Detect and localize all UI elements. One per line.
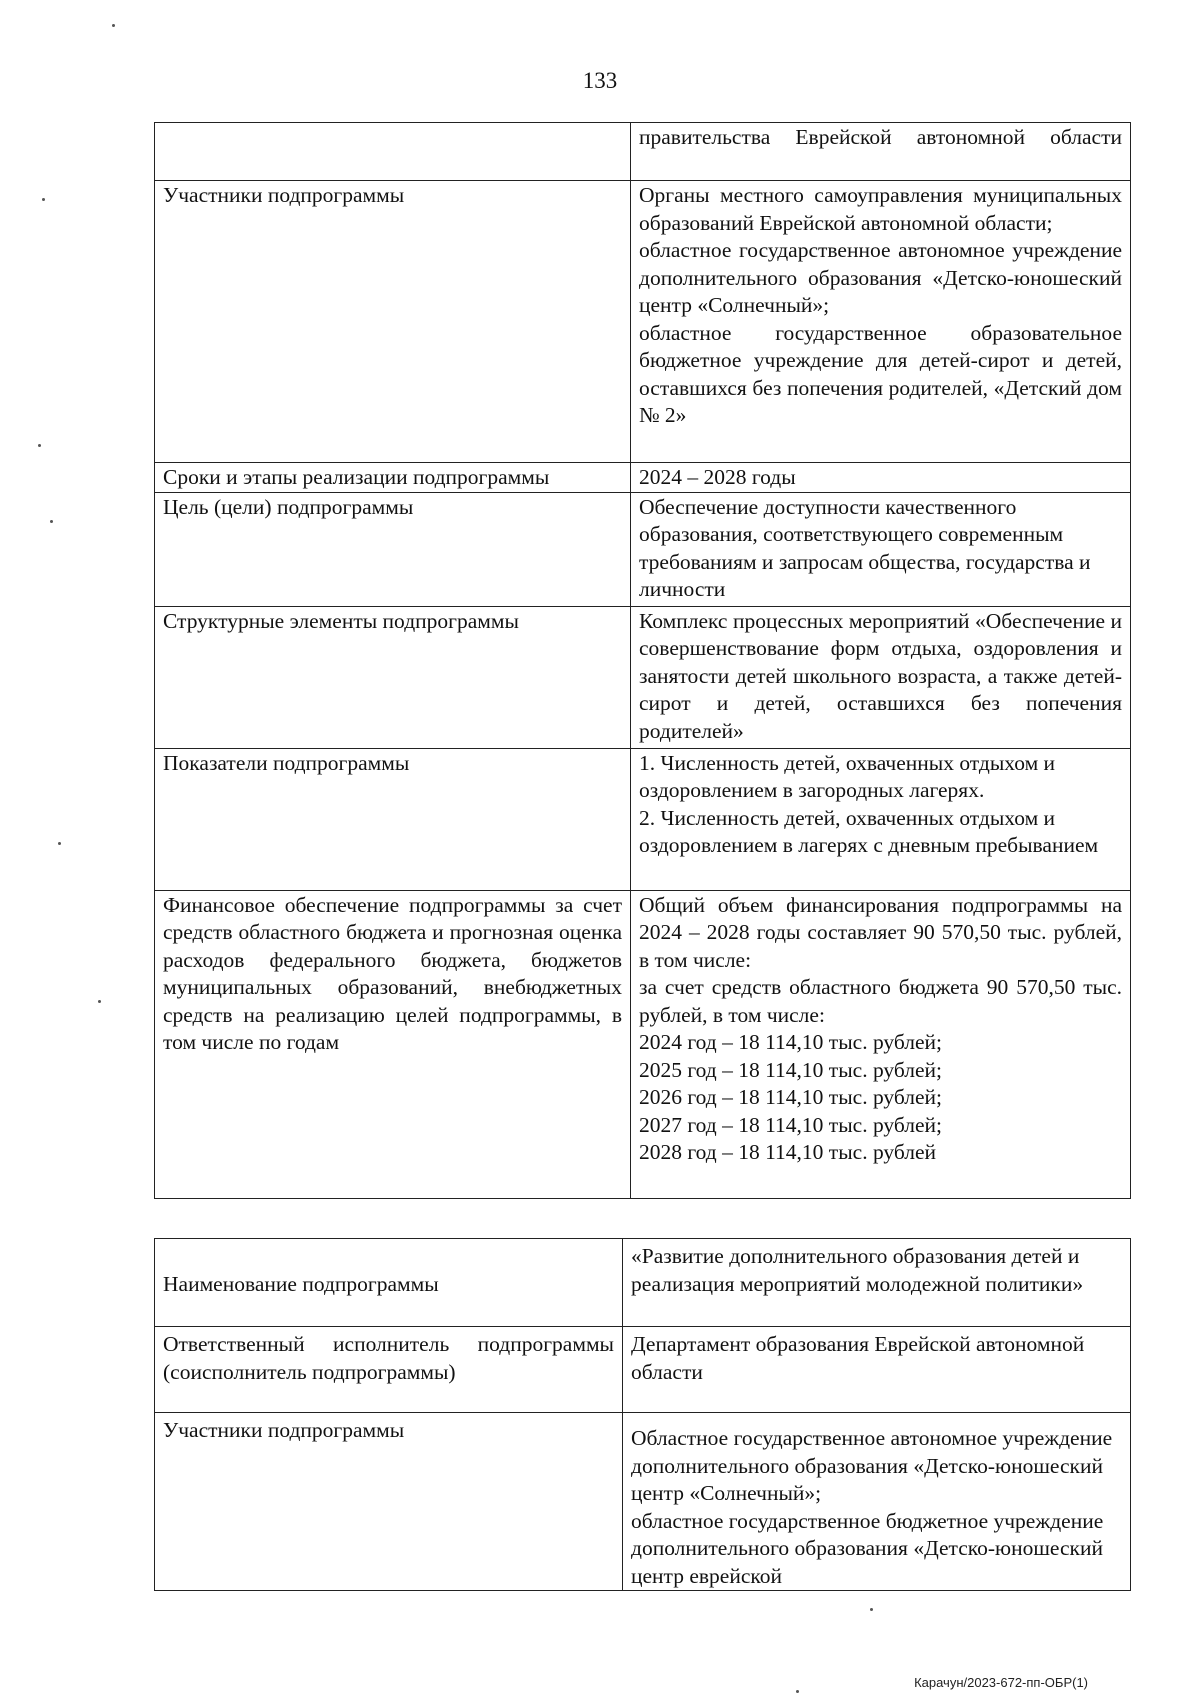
row-value-cell: Комплекс процессных мероприятий «Обеспечение и совершенствование форм отдыха, оздоровления и занятости детей школьного возраста, а также детей-сирот и детей, оставшихся без попечения родителей» xyxy=(631,606,1131,748)
financing-year: 2028 год – 18 114,10 тыс. рублей xyxy=(639,1140,937,1164)
table-row xyxy=(155,606,1131,748)
table-row xyxy=(155,1327,1131,1413)
row-label-cell: Наименование подпрограммы xyxy=(155,1239,623,1327)
table-row xyxy=(155,890,1131,1198)
table-row xyxy=(155,181,1131,463)
row-value-cell: правительства Еврейской автономной области xyxy=(631,123,1131,181)
table-row xyxy=(155,1413,1131,1591)
indicator-2: 2. Численность детей, охваченных отдыхом и оздоровлением в лагерях с дневным пребыванием xyxy=(639,805,1099,857)
financing-year: 2027 год – 18 114,10 тыс. рублей; xyxy=(639,1112,943,1137)
row-label-cell: Финансовое обеспечение подпрограммы за счет средств областного бюджета и прогнозная оценка расходов федерального бюджета, бюджетов муниципальных образований, внебюджетных средств на реализацию целей подпрограммы, в том числе по годам xyxy=(155,890,631,1198)
scan-speck xyxy=(58,842,61,845)
scan-speck xyxy=(796,1690,799,1693)
document-reference: Карачун/2023-672-пп-ОБР(1) xyxy=(914,1675,1088,1690)
financing-total: Общий объем финансирования подпрограммы на 2024 – 2028 годы составляет 90 570,50 тыс. рублей, в том числе: xyxy=(639,892,1122,972)
row-label-cell xyxy=(155,123,631,181)
scan-speck xyxy=(50,520,53,523)
indicator-1: 1. Численность детей, охваченных отдыхом и оздоровлением в загородных лагерях. xyxy=(639,750,1056,802)
row-value-cell xyxy=(631,890,1131,1198)
scan-speck xyxy=(870,1608,873,1611)
financing-regional: за счет средств областного бюджета 90 570,50 тыс. рублей, в том числе: xyxy=(639,975,1122,1027)
row-label-cell: Показатели подпрограммы xyxy=(155,748,631,890)
table-row xyxy=(155,748,1131,890)
financing-year: 2025 год – 18 114,10 тыс. рублей; xyxy=(639,1057,943,1082)
row-label-cell: Участники подпрограммы xyxy=(155,1413,623,1591)
scan-speck xyxy=(112,24,115,27)
table-row xyxy=(155,1239,1131,1327)
financing-year: 2026 год – 18 114,10 тыс. рублей; xyxy=(639,1085,943,1109)
subprogram-passport-table-2 xyxy=(154,1238,1131,1591)
row-value-cell xyxy=(631,748,1131,890)
table-row xyxy=(155,492,1131,606)
participant-2: областное государственное бюджетное учреждение дополнительного образования «Детско-юношеский центр еврейской xyxy=(631,1508,1104,1588)
row-label-cell: Структурные элементы подпрограммы xyxy=(155,606,631,748)
participant-2: областное государственное автономное учреждение дополнительного образования «Детско-юношеский центр «Солнечный»; xyxy=(639,238,1122,317)
table-row xyxy=(155,123,1131,181)
page-number: 133 xyxy=(582,68,618,93)
row-label-cell: Сроки и этапы реализации подпрограммы xyxy=(155,463,631,493)
participant-1: Органы местного самоуправления муниципальных образований Еврейской автономной области; xyxy=(639,183,1122,235)
financing-year: 2024 год – 18 114,10 тыс. рублей; xyxy=(639,1030,943,1054)
participant-3: областное государственное образовательное бюджетное учреждение для детей-сирот и детей, оставшихся без попечения родителей, «Детский дом № 2» xyxy=(639,320,1122,427)
row-value-cell xyxy=(623,1413,1131,1591)
row-value-cell: Департамент образования Еврейской автономной области xyxy=(623,1327,1131,1413)
subprogram-passport-table-1 xyxy=(154,122,1131,1199)
row-label-cell: Участники подпрограммы xyxy=(155,181,631,463)
row-value-cell: 2024 – 2028 годы xyxy=(631,463,1131,493)
table-row xyxy=(155,463,1131,493)
row-value-cell: «Развитие дополнительного образования детей и реализация мероприятий молодежной политики» xyxy=(623,1239,1131,1327)
scan-speck xyxy=(38,444,41,447)
participant-1: Областное государственное автономное учреждение дополнительного образования «Детско-юношеский центр «Солнечный»; xyxy=(631,1426,1113,1505)
row-value-cell xyxy=(631,181,1131,463)
scan-speck xyxy=(98,1000,101,1003)
scan-speck xyxy=(42,198,45,201)
row-label-cell: Цель (цели) подпрограммы xyxy=(155,492,631,606)
row-value-cell: Обеспечение доступности качественного образования, соответствующего современным требованиям и запросам общества, государства и личности xyxy=(631,492,1131,606)
row-label-cell: Ответственный исполнитель подпрограммы (соисполнитель подпрограммы) xyxy=(155,1327,623,1413)
